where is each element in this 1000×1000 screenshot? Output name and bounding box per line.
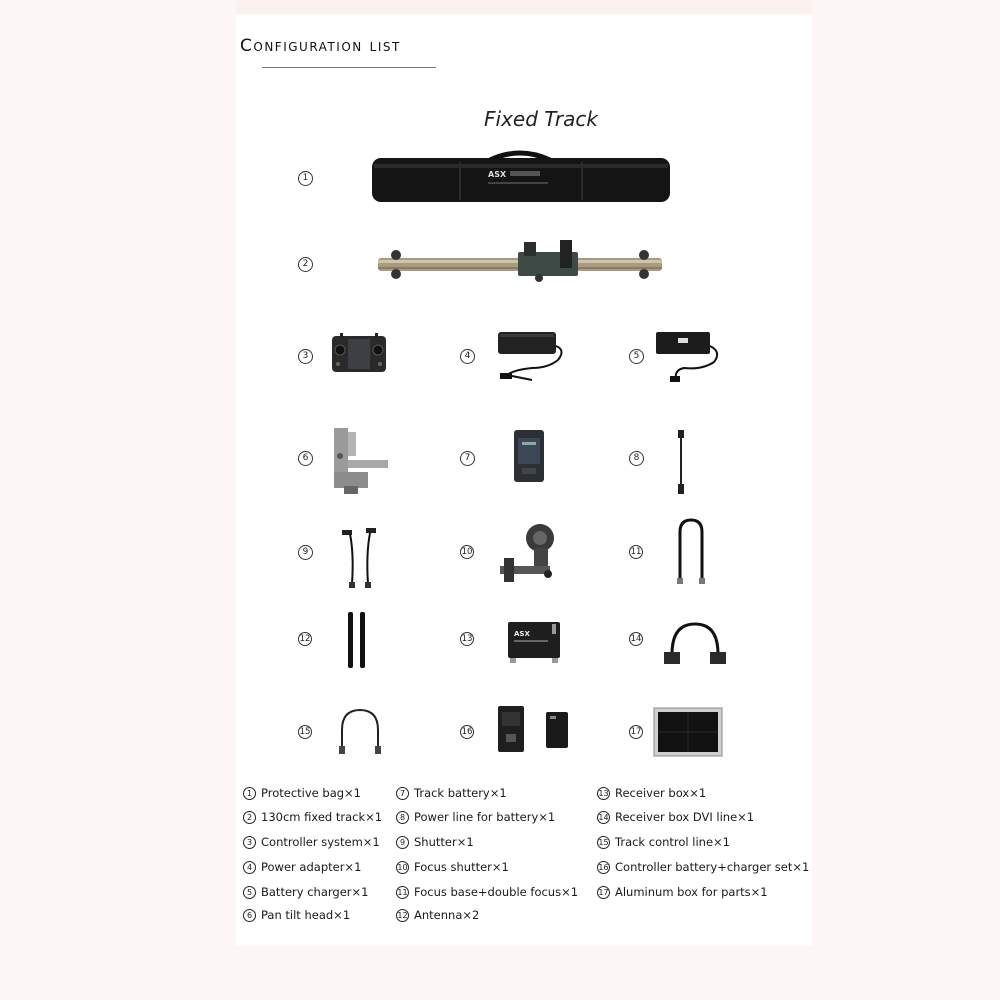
track-battery-image	[512, 428, 546, 484]
item-marker-12: 12	[299, 634, 311, 644]
item-marker-1: 1	[298, 171, 313, 186]
item-marker-2: 2	[298, 257, 313, 272]
page-title: Configuration list	[240, 36, 401, 56]
dvi-line-image	[660, 618, 730, 668]
charger-set-image	[494, 704, 578, 754]
power-line-image	[674, 428, 688, 496]
controller-image	[328, 332, 390, 376]
legend-label-10: Focus shutter×1	[414, 860, 509, 874]
focus-base-cable-image	[674, 518, 708, 586]
power-adapter-image	[492, 330, 570, 386]
legend-label-8: Power line for battery×1	[414, 810, 556, 824]
legend-number-1: 1	[243, 787, 256, 800]
item-marker-3: 3	[298, 349, 313, 364]
legend-item-2	[243, 810, 382, 824]
title-underline	[262, 67, 436, 68]
focus-shutter-image	[496, 520, 564, 584]
bag-brand-text: ASX	[488, 170, 507, 179]
legend-label-5: Battery charger×1	[261, 885, 369, 899]
legend-item-3	[243, 835, 380, 849]
legend-number-10: 10	[397, 863, 408, 872]
item-marker-15: 15	[299, 727, 311, 737]
legend-label-12: Antenna×2	[414, 908, 480, 922]
legend-item-11	[396, 885, 578, 899]
legend-item-15	[597, 835, 730, 849]
legend-item-1	[243, 786, 361, 800]
item-marker-9: 9	[298, 545, 313, 560]
legend-number-12: 12	[397, 911, 408, 920]
item-marker-7: 7	[460, 451, 475, 466]
legend-label-3: Controller system×1	[261, 835, 380, 849]
legend-number-2: 2	[243, 811, 256, 824]
legend-number-4: 4	[243, 861, 256, 874]
legend-number-3: 3	[243, 836, 256, 849]
antenna-image	[344, 610, 370, 670]
top-band	[236, 0, 812, 14]
legend-item-7	[396, 786, 507, 800]
legend-label-14: Receiver box DVI line×1	[615, 810, 755, 824]
legend-label-15: Track control line×1	[615, 835, 730, 849]
legend-label-16: Controller battery+charger set×1	[615, 860, 810, 874]
item-marker-6: 6	[298, 451, 313, 466]
protective-bag-image	[370, 150, 672, 206]
legend-number-7: 7	[396, 787, 409, 800]
legend-number-8: 8	[396, 811, 409, 824]
legend-number-15: 15	[598, 838, 609, 847]
legend-number-5: 5	[243, 886, 256, 899]
receiver-brand-text: ASX	[514, 630, 530, 638]
legend-number-11: 11	[397, 888, 408, 897]
item-marker-4: 4	[460, 349, 475, 364]
receiver-box-image	[504, 620, 564, 664]
item-marker-11: 11	[630, 547, 642, 557]
legend-item-12	[396, 908, 479, 922]
legend-label-1: Protective bag×1	[261, 786, 361, 800]
section-subtitle: Fixed Track	[484, 107, 598, 131]
legend-label-6: Pan tilt head×1	[261, 908, 351, 922]
item-marker-8: 8	[629, 451, 644, 466]
legend-item-13	[597, 786, 706, 800]
fixed-track-image	[374, 238, 666, 284]
legend-label-2: 130cm fixed track×1	[261, 810, 383, 824]
legend-number-9: 9	[396, 836, 409, 849]
item-marker-16: 16	[461, 727, 473, 737]
shutter-cable-image	[340, 524, 380, 590]
legend-item-17	[597, 885, 768, 899]
legend-number-16: 16	[598, 863, 609, 872]
item-marker-5: 5	[629, 349, 644, 364]
aluminum-box-image	[652, 706, 724, 758]
legend-label-4: Power adapter×1	[261, 860, 362, 874]
legend-label-17: Aluminum box for parts×1	[615, 885, 768, 899]
pan-tilt-head-image	[326, 426, 392, 496]
legend-number-14: 14	[598, 813, 609, 822]
item-marker-10: 10	[461, 547, 473, 557]
legend-item-8	[396, 810, 555, 824]
legend-number-6: 6	[243, 909, 256, 922]
legend-label-7: Track battery×1	[414, 786, 507, 800]
legend-item-14	[597, 810, 754, 824]
legend-item-10	[396, 860, 509, 874]
legend-item-9	[396, 835, 474, 849]
legend-number-13: 13	[598, 789, 609, 798]
control-line-image	[336, 706, 384, 756]
legend-item-4	[243, 860, 361, 874]
legend-label-9: Shutter×1	[414, 835, 474, 849]
item-marker-14: 14	[630, 634, 642, 644]
item-marker-13: 13	[461, 634, 473, 644]
legend-item-16	[597, 860, 809, 874]
legend-label-13: Receiver box×1	[615, 786, 707, 800]
battery-charger-image	[654, 330, 724, 386]
legend-label-11: Focus base+double focus×1	[414, 885, 579, 899]
legend-item-5	[243, 885, 368, 899]
legend-number-17: 17	[598, 888, 609, 897]
legend-item-6	[243, 908, 350, 922]
item-marker-17: 17	[630, 727, 642, 737]
